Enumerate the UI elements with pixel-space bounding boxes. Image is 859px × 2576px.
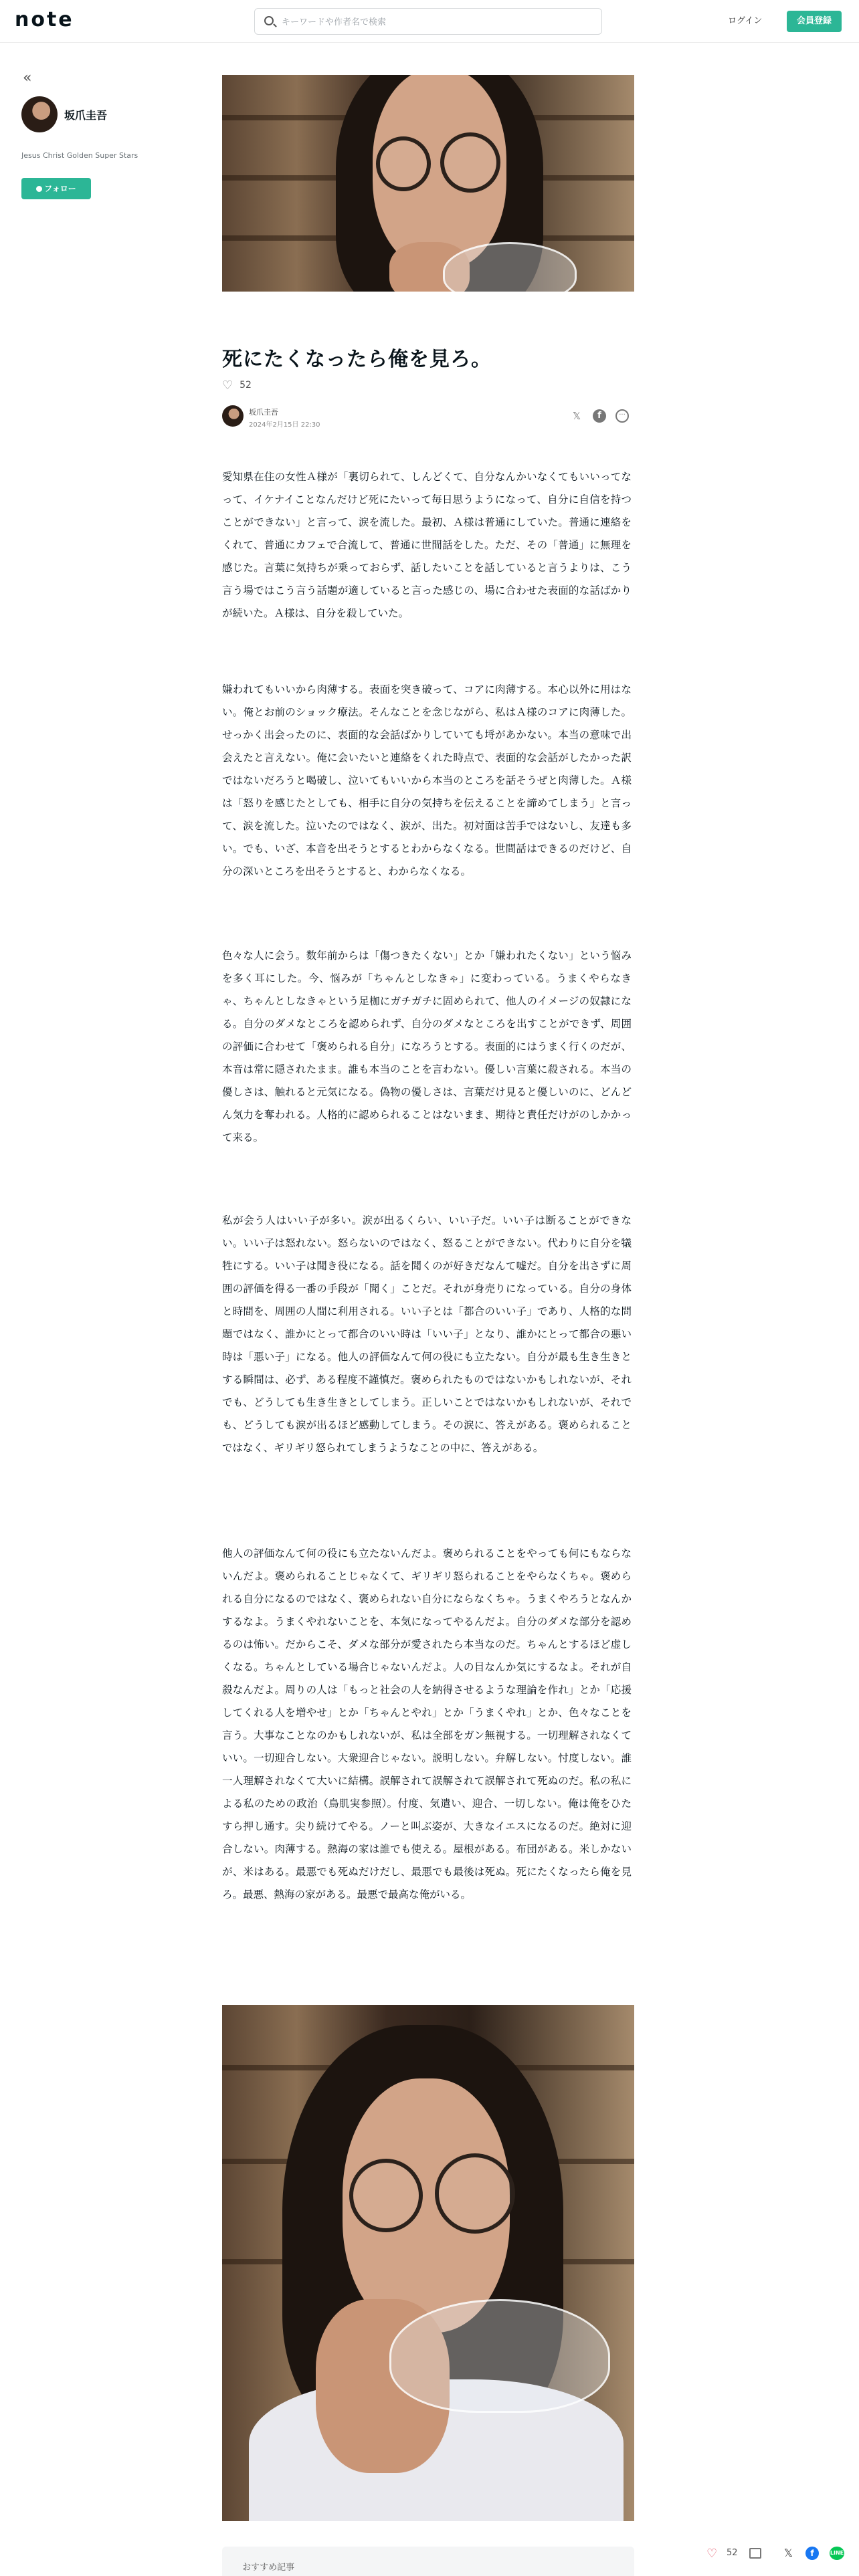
top-header [0,0,859,43]
follow-label: フォロー [44,184,76,193]
article-paragraph: 色々な人に会う。数年前からは「傷つきたくない」とか「嫌われたくない」という悩みを多く耳にした。今、悩みが「ちゃんとしなきゃ」に変わっている。うまくやらなきゃ、ちゃんとしなきゃという足枷にガチガチに固められて、他人のイメージの奴隷になる。自分のダメなところを認められず、自分のダメなところを出すことができず、周囲の評価に合わせて「褒められる自分」になろうとする。表面的にはうまく行くのだが、本音は常に隠されたまま。誰も本当のことを言わない。優しい言葉に殺される。本当の優しさは、触れると元気になる。偽物の優しさは、言葉だけ見ると優しいのに、どんどん気力を奪われる。人格的に認められることはないまま、期待と責任だけがのしかかって来る。 [222,950,632,1144]
article-paragraph: 他人の評価なんて何の役にも立たないんだよ。褒められることをやっても何にもならないんだよ。褒められることじゃなくて、ギリギリ怒られることをやらなくちゃ。褒められる自分になるのではなく、褒められない自分にならなくちゃ。うまくやろうとなんかするなよ。うまくやれないことを、本気になってやるんだよ。自分のダメな部分を認めるのは怖い。だからこそ、ダメな部分が愛されたら本当なのだ。ちゃんとするほど虚しくなる。ちゃんとしている場合じゃないんだよ。人の目なんか気にするなよ。それが自殺なんだよ。周りの人は「もっと社会の人を納得させるような理論を作れ」とか「応援してくれる人を増やせ」とか「ちゃんとやれ」とか「うまくやれ」とか、色々なことを言う。大事なことなのかもしれないが、私は全部をガン無視する。一切理解されなくていい。一切迎合しない。大衆迎合じゃない。説明しない。弁解しない。忖度しない。誰一人理解されなくて大いに結構。誤解されて誤解されて誤解されて死ぬのだ。私の私による私のための政治（鳥肌実参照）。付度、気遣い、迎合、一切しない。俺は俺をひたすら押し通す。尖り続けてやる。ノーと叫ぶ姿が、大きなイエスになるのだ。絶対に迎合しない。肉薄する。熱海の家は誰でも使える。屋根がある。布団がある。米しかないが、米はある。最悪でも死ぬだけだし、最悪でも最後は死ぬ。死にたくなったら俺を見ろ。最悪、熱海の家がある。最悪で最高な俺がいる。 [222,1547,632,1901]
publish-date: 2024年2月15日 22:30 [249,421,320,429]
article-paragraph: 愛知県在住の女性Ａ様が「裏切られて、しんどくて、自分なんかいなくてもいいってなって、イケナイことなんだけど死にたいって毎日思うようになって、自分に自信を持つことができない」と言って、涙を流した。最初、Ａ様は普通にしていた。普通に連絡をくれて、普通にカフェで合流して、普通に世間話をした。ただ、その「普通」に無理を感じた。言葉に気持ちが乗っておらず、話したいことを話していると言うよりは、こう言う場ではこう言う話題が適していると言った感じの、場に合わせた表面的な話ばかりが続いた。Ａ様は、自分を殺していた。 [222,471,632,619]
meta-author-avatar[interactable] [222,405,244,427]
article-paragraph: 嫌われてもいいから肉薄する。表面を突き破って、コアに肉薄する。本心以外に用はない。俺とお前のショック療法。そんなことを念じながら、私はＡ様のコアに肉薄した。せっかく出会ったのに、表面的な会話ばかりしていても埒があかない。本当の意味で出会えたと言えない。俺に会いたいと連絡をくれた時点で、表面的な会話がしたかった訳ではないだろうと喝破し、泣いてもいいから本当のところを話そうぜと肉薄した。Ａ様は「怒りを感じたとしても、相手に自分の気持ちを伝えることを諦めてしまう」と言って、涙を流した。泣いたのではなく、涙が、出た。初対面は苦手ではないし、友達も多い。でも、いざ、本音を出そうとするとわからなくなる。世間話はできるのだけど、自分の深いところを出そうとすると、わからなくなる。 [222,683,632,877]
heart-icon[interactable]: ♡ [222,379,233,393]
article-paragraph: 私が会う人はいい子が多い。涙が出るくらい、いい子だ。いい子は断ることができない。いい子は怒れない。怒らないのではなく、怒ることができない。代わりに自分を犠牲にする。いい子は聞き役になる。話を聞くのが好きだなんて嘘だ。自分を出さずに周囲の評価を得る一番の手段が「聞く」ことだ。それが身売りになっている。自分の身体と時間を、周囲の人間に利用される。いい子とは「都合のいい子」であり、人格的な問題ではなく、誰かにとって都合のいい時は「いい子」となり、誰かにとって都合の悪い時は「悪い子」になる。他人の評価なんて何の役にも立たない。自分が最も生き生きとする瞬間は、必ず、ある程度不謹慎だ。褒められたものではないかもしれないが、それでも、どうしても生き生きとしてしまう。正しいことではないかもしれないが、それでも、どうしても涙が出るほど感動してしまう。その涙に、答えがある。褒められることではなく、ギリギリ怒られてしまうようなことの中に、答えがある。 [222,1214,632,1454]
author-avatar[interactable] [21,96,58,132]
more-options-icon[interactable]: ··· [615,409,629,423]
search-icon [264,16,274,25]
like-count: 52 [240,380,252,391]
signup-button[interactable]: 会員登録 [787,11,842,32]
like-row [222,379,252,393]
article-image [222,2005,634,2521]
search-input[interactable] [282,14,589,30]
collapse-sidebar-icon[interactable]: « [23,70,32,86]
search-box[interactable] [254,8,602,35]
magazine-icon[interactable] [749,2548,761,2559]
recommend-label: おすすめ記事 [242,2563,295,2573]
x-share-icon[interactable]: 𝕏 [572,410,581,422]
sidebar-author-name[interactable]: 坂爪圭吾 [64,109,108,122]
login-link[interactable]: ログイン [728,16,763,26]
note-logo[interactable]: note [15,8,74,31]
facebook-share-floating-icon[interactable]: f [805,2547,819,2560]
x-share-floating-icon[interactable]: 𝕏 [784,2547,793,2559]
sidebar-author-bio: Jesus Christ Golden Super Stars [21,151,138,160]
meta-author-name[interactable]: 坂爪圭吾 [249,408,278,417]
floating-like-icon[interactable]: ♡ [706,2547,718,2561]
person-plus-icon [36,186,42,192]
hero-image [222,75,634,292]
floating-like-count: 52 [727,2548,738,2558]
facebook-share-icon[interactable]: f [593,409,606,423]
line-share-icon[interactable]: LINE [830,2547,844,2560]
recommend-section [222,2547,634,2576]
follow-button[interactable] [21,178,91,199]
article-title: 死にたくなったら俺を見ろ。 [222,348,492,371]
